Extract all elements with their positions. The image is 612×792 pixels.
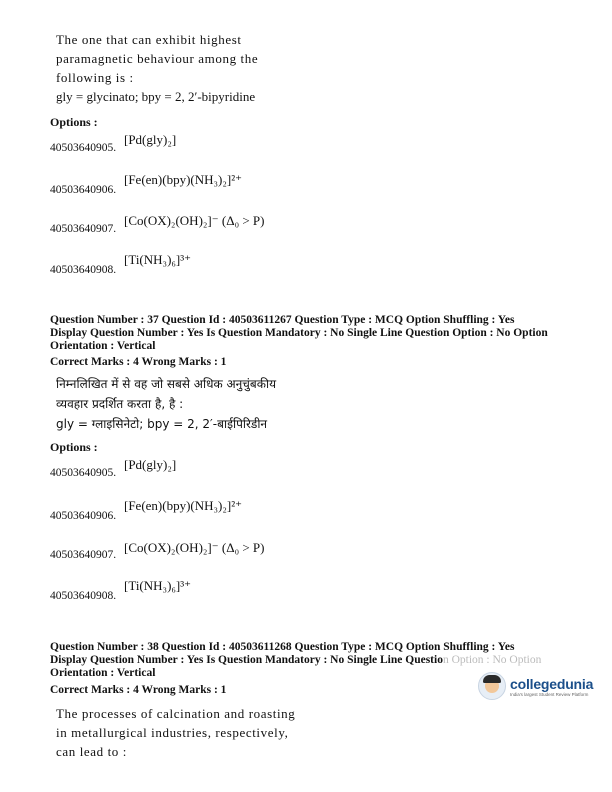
q36-option-id: 40503640907. <box>50 223 117 235</box>
q36-option-value: [Pd(gly)₂] <box>124 132 177 147</box>
q36-line: The one that can exhibit highest <box>56 32 242 47</box>
q38-meta-line: Question Number : 38 Question Id : 40503611268 Question Type : MCQ Option Shuffling : Yes <box>50 641 515 653</box>
q36-line: paramagnetic behaviour among the <box>56 51 259 66</box>
q38-question-text <box>56 704 295 761</box>
q37-question-text <box>56 374 276 434</box>
q37-marks: Correct Marks : 4 Wrong Marks : 1 <box>50 356 227 368</box>
q37-option-id: 40503640907. <box>50 549 117 561</box>
q38-line: can lead to : <box>56 744 127 759</box>
logo-name: collegedunia <box>510 675 594 692</box>
q37-option-value: [Pd(gly)₂] <box>124 457 177 472</box>
q37-option-value: [Ti(NH₃)₆]³⁺ <box>124 578 192 593</box>
collegedunia-logo <box>478 672 593 700</box>
q37-option-id: 40503640906. <box>50 510 117 522</box>
q37-option-value: [Fe(en)(bpy)(NH₃)₂]²⁺ <box>124 498 243 513</box>
q37-line: निम्नलिखित में से वह जो सबसे अधिक अनुचुंबकीय <box>56 377 277 391</box>
q36-option-value: [Ti(NH₃)₆]³⁺ <box>124 252 192 267</box>
q36-line: gly = glycinato; bpy = 2, 2′-bipyridine <box>56 89 256 104</box>
q36-option-id: 40503640908. <box>50 264 117 276</box>
q37-option-id: 40503640905. <box>50 467 117 479</box>
q38-meta-line: Orientation : Vertical <box>50 667 156 679</box>
q38-line: The processes of calcination and roasting <box>56 706 296 721</box>
q38-meta-line: Display Question Number : Yes Is Question Mandatory : No Single Line Question Option : No Option <box>50 654 542 666</box>
q37-meta <box>50 314 580 353</box>
q36-question-text <box>56 30 258 106</box>
q37-options-label: Options : <box>50 440 98 454</box>
q36-option-value: [Co(OX)₂(OH)₂]⁻ (Δ₀ > P) <box>124 213 265 228</box>
q36-option-id: 40503640906. <box>50 184 117 196</box>
q36-options-label: Options : <box>50 115 98 129</box>
q37-meta-line: Display Question Number : Yes Is Question Mandatory : No Single Line Question Option : No Option <box>50 327 548 339</box>
q37-meta-line: Orientation : Vertical <box>50 340 156 352</box>
logo-tagline: India's largest Student Review Platform <box>510 691 589 697</box>
q37-option-value: [Co(OX)₂(OH)₂]⁻ (Δ₀ > P) <box>124 540 265 555</box>
q38-marks: Correct Marks : 4 Wrong Marks : 1 <box>50 684 227 696</box>
q36-option-value: [Fe(en)(bpy)(NH₃)₂]²⁺ <box>124 172 243 187</box>
q37-option-id: 40503640908. <box>50 590 117 602</box>
q38-meta-faded: n Option : No Option <box>442 654 542 666</box>
q36-line: following is : <box>56 70 134 85</box>
q37-line: व्यवहार प्रदर्शित करता है, है : <box>56 397 184 411</box>
q37-meta-line: Question Number : 37 Question Id : 40503611267 Question Type : MCQ Option Shuffling : Yes <box>50 314 515 326</box>
q36-option-id: 40503640905. <box>50 142 117 154</box>
mascot-icon <box>478 672 506 700</box>
q37-line: gly = ग्लाइसिनेटो; bpy = 2, 2′-बाईपिरिडीन <box>56 417 268 431</box>
q38-line: in metallurgical industries, respectively, <box>56 725 289 740</box>
